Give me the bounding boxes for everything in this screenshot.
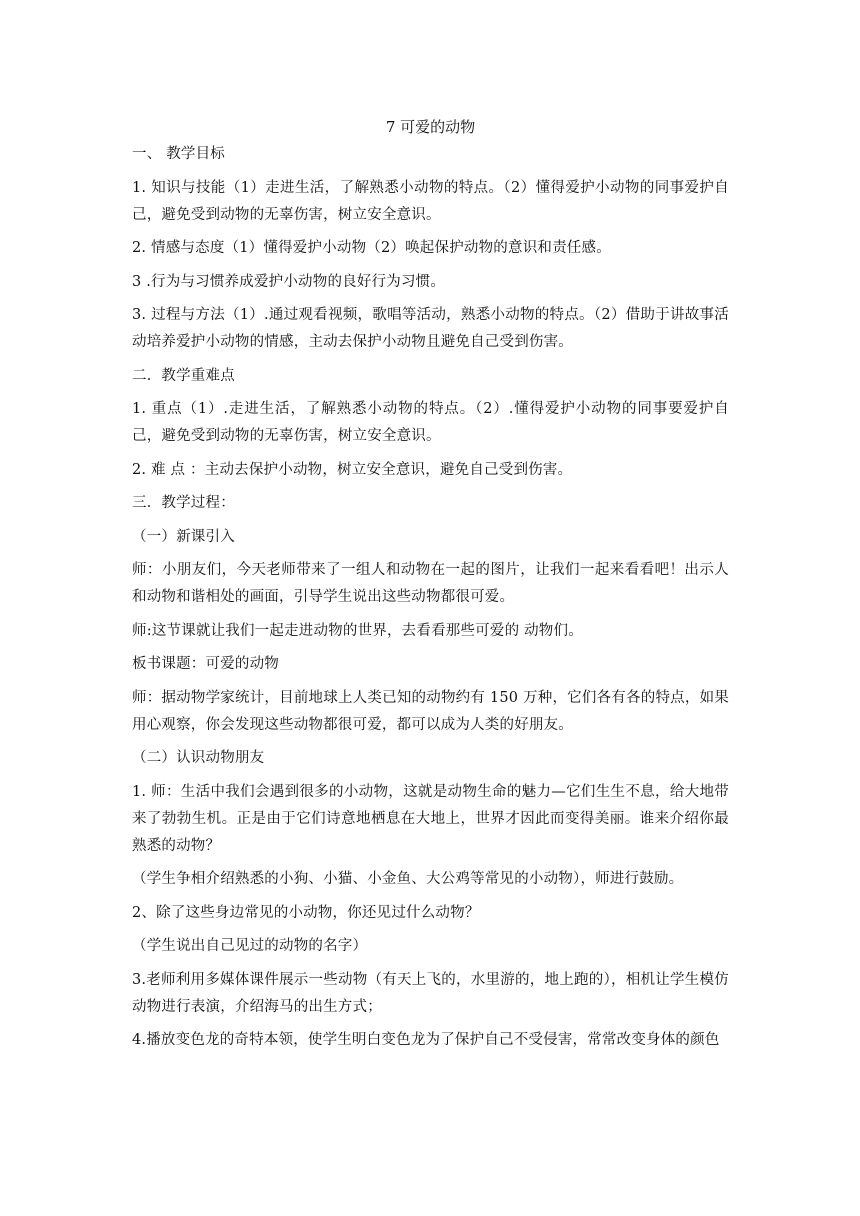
paragraph-step-1: 1. 师：生活中我们会遇到很多的小动物，这就是动物生命的魅力—它们生生不息，给大地带来了勃勃生机。正是由于它们诗意地栖息在大地上，世界才因此而变得美丽。谁来介绍你最熟悉的动物？ (132, 783, 729, 854)
paragraph-teacher-statistics: 师：据动物学家统计，目前地球上人类已知的动物约有 150 万种，它们各有各的特点，如果用心观察，你会发现这些动物都很可爱，都可以成为人类的好朋友。 (132, 689, 729, 733)
paragraph-teacher-lesson: 师:这节课就让我们一起走进动物的世界，去看看那些可爱的 动物们。 (132, 622, 583, 639)
paragraph-process-methods: 3. 过程与方法（1）.通过观看视频，歌唱等活动，熟悉小动物的特点。（2）借助于讲故事活动培养爱护小动物的情感，主动去保护小动物且避免自己受到伤害。 (132, 307, 729, 350)
section-heading-key-points: 二．教学重难点 (132, 367, 235, 384)
section-heading-objectives: 一、 教学目标 (132, 146, 226, 162)
paragraph-step-4: 4.播放变色龙的奇特本领，使学生明白变色龙为了保护自己不受侵害，常常改变身体的颜色 (132, 1032, 720, 1048)
paragraph-behavior-habits: 3 .行为与习惯养成爱护小动物的良好行为习惯。 (132, 273, 446, 290)
paragraph-emotion-attitude: 2. 情感与态度（1）懂得爱护小动物（2）唤起保护动物的意识和责任感。 (132, 240, 611, 256)
paragraph-board-title: 板书课题：可爱的动物 (132, 656, 279, 672)
subsection-heading-animal-friends: （二）认识动物朋友 (132, 750, 265, 766)
subsection-heading-intro: （一）新课引入 (132, 528, 235, 545)
paragraph-key-point: 1. 重点（1）.走进生活，了解熟悉小动物的特点。（2）.懂得爱护小动物的同事要爱护自己，避免受到动物的无辜伤害，树立安全意识。 (132, 401, 729, 444)
document-page (132, 113, 729, 1061)
paragraph-students-name-animals: （学生说出自己见过的动物的名字） (132, 938, 368, 954)
paragraph-step-3: 3.老师利用多媒体课件展示一些动物（有天上飞的，水里游的，地上跑的），相机让学生模仿动物进行表演，介绍海马的出生方式； (132, 971, 729, 1015)
paragraph-knowledge-skills: 1. 知识与技能（1）走进生活，了解熟悉小动物的特点。（2）懂得爱护小动物的同事爱护自己，避免受到动物的无辜伤害，树立安全意识。 (132, 179, 729, 223)
paragraph-students-introduce: （学生争相介绍熟悉的小狗、小猫、小金鱼、大公鸡等常见的小动物），师进行鼓励。 (132, 871, 684, 887)
section-heading-teaching-process: 三．教学过程： (132, 495, 235, 511)
paragraph-difficult-point: 2. 难 点 ：主动去保护小动物，树立安全意识，避免自己受到伤害。 (132, 461, 573, 478)
document-title: 7 可爱的动物 (385, 118, 476, 136)
paragraph-teacher-intro: 师：小朋友们，今天老师带来了一组人和动物在一起的图片，让我们一起来看看吧！出示人和动物和谐相处的画面，引导学生说出这些动物都很可爱。 (132, 562, 729, 605)
paragraph-step-2: 2、除了这些身边常见的小动物，你还见过什么动物？ (132, 904, 480, 921)
